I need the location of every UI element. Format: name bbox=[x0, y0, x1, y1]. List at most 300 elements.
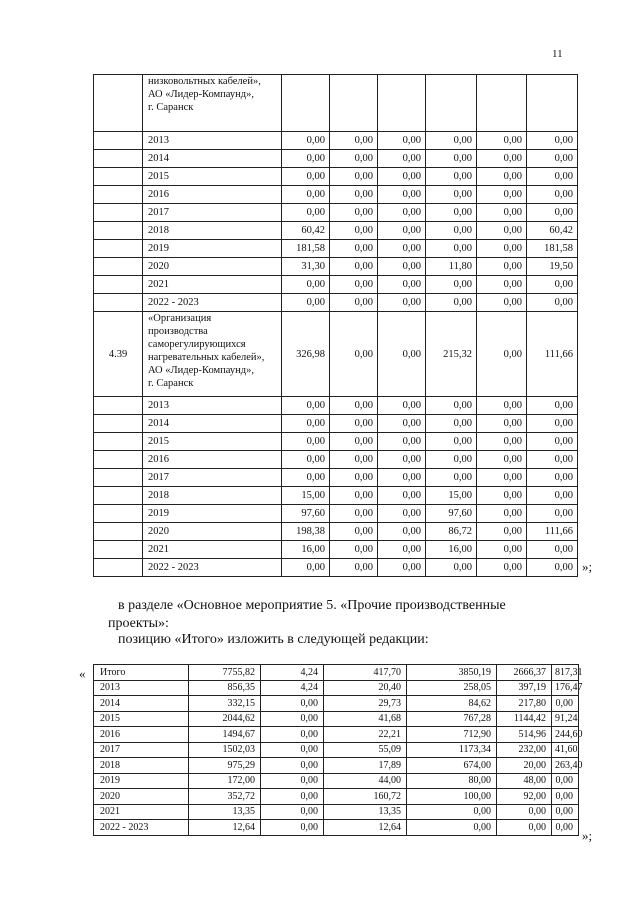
value-cell: 31,30 bbox=[282, 258, 330, 276]
value-cell: 12,64 bbox=[189, 820, 261, 836]
value-cell: 198,38 bbox=[282, 523, 330, 541]
row-index bbox=[94, 204, 143, 222]
table-row bbox=[94, 132, 578, 150]
table-row bbox=[94, 312, 578, 397]
value-cell: 0,00 bbox=[552, 820, 579, 836]
table-row bbox=[94, 773, 579, 789]
value-cell: 0,00 bbox=[378, 150, 426, 168]
row-index bbox=[94, 168, 143, 186]
value-cell: 0,00 bbox=[378, 559, 426, 577]
value-cell: 0,00 bbox=[527, 541, 578, 559]
value-cell: 0,00 bbox=[477, 469, 527, 487]
value-cell: 0,00 bbox=[330, 559, 378, 577]
value-cell: 48,00 bbox=[497, 773, 552, 789]
value-cell: 181,58 bbox=[282, 240, 330, 258]
value-cell: 0,00 bbox=[378, 469, 426, 487]
table-row bbox=[94, 276, 578, 294]
value-cell bbox=[282, 75, 330, 132]
value-cell: 0,00 bbox=[477, 150, 527, 168]
year-cell: 2013 bbox=[143, 397, 282, 415]
value-cell: 0,00 bbox=[477, 168, 527, 186]
value-cell: 0,00 bbox=[527, 168, 578, 186]
page-number: 11 bbox=[552, 48, 563, 60]
value-cell: 0,00 bbox=[497, 804, 552, 820]
value-cell: 0,00 bbox=[282, 451, 330, 469]
value-cell: 0,00 bbox=[426, 276, 477, 294]
value-cell: 20,40 bbox=[324, 680, 407, 696]
section-paragraph bbox=[108, 597, 580, 633]
value-cell bbox=[426, 75, 477, 132]
value-cell: 0,00 bbox=[477, 132, 527, 150]
row-index bbox=[94, 132, 143, 150]
value-cell: 0,00 bbox=[261, 727, 324, 743]
value-cell: 0,00 bbox=[330, 132, 378, 150]
value-cell: 397,19 bbox=[497, 680, 552, 696]
value-cell: 0,00 bbox=[477, 222, 527, 240]
table-row bbox=[94, 711, 579, 727]
value-cell: 352,72 bbox=[189, 789, 261, 805]
value-cell: 263,40 bbox=[552, 758, 579, 774]
year-cell: 2015 bbox=[143, 168, 282, 186]
value-cell: 86,72 bbox=[426, 523, 477, 541]
value-cell: 12,64 bbox=[324, 820, 407, 836]
row-index bbox=[94, 469, 143, 487]
table-row bbox=[94, 804, 579, 820]
value-cell: 0,00 bbox=[527, 186, 578, 204]
value-cell: 111,66 bbox=[527, 523, 578, 541]
table1-closing-mark: »; bbox=[582, 559, 593, 574]
value-cell: 0,00 bbox=[330, 469, 378, 487]
value-cell: 11,80 bbox=[426, 258, 477, 276]
value-cell: 0,00 bbox=[552, 804, 579, 820]
value-cell: 0,00 bbox=[378, 433, 426, 451]
value-cell: 176,47 bbox=[552, 680, 579, 696]
value-cell: 0,00 bbox=[527, 433, 578, 451]
table-row bbox=[94, 186, 578, 204]
value-cell: 0,00 bbox=[407, 820, 497, 836]
table-row bbox=[94, 559, 578, 577]
year-cell: 2020 bbox=[143, 523, 282, 541]
value-cell: 0,00 bbox=[527, 150, 578, 168]
value-cell: 60,42 bbox=[527, 222, 578, 240]
value-cell: 29,73 bbox=[324, 696, 407, 712]
value-cell: 0,00 bbox=[426, 222, 477, 240]
table-row bbox=[94, 789, 579, 805]
value-cell: 0,00 bbox=[477, 186, 527, 204]
value-cell: 0,00 bbox=[527, 487, 578, 505]
value-cell: 0,00 bbox=[527, 397, 578, 415]
project-name-line: г. Саранск bbox=[148, 102, 194, 113]
table-row bbox=[94, 150, 578, 168]
year-cell: 2020 bbox=[94, 789, 189, 805]
row-index bbox=[94, 150, 143, 168]
value-cell: 0,00 bbox=[330, 240, 378, 258]
table-row bbox=[94, 469, 578, 487]
value-cell: 22,21 bbox=[324, 727, 407, 743]
value-cell: 0,00 bbox=[282, 168, 330, 186]
value-cell: 217,80 bbox=[497, 696, 552, 712]
value-cell: 0,00 bbox=[426, 469, 477, 487]
value-cell: 16,00 bbox=[282, 541, 330, 559]
value-cell: 111,66 bbox=[527, 312, 578, 397]
value-cell: 97,60 bbox=[426, 505, 477, 523]
value-cell: 0,00 bbox=[261, 789, 324, 805]
value-cell: 0,00 bbox=[282, 132, 330, 150]
value-cell: 0,00 bbox=[426, 150, 477, 168]
value-cell: 0,00 bbox=[378, 505, 426, 523]
value-cell: 91,24 bbox=[552, 711, 579, 727]
value-cell: 7755,82 bbox=[189, 665, 261, 681]
value-cell: 0,00 bbox=[407, 804, 497, 820]
table-row bbox=[94, 727, 579, 743]
value-cell: 92,00 bbox=[497, 789, 552, 805]
value-cell: 817,31 bbox=[552, 665, 579, 681]
row-index bbox=[94, 505, 143, 523]
value-cell: 0,00 bbox=[527, 559, 578, 577]
row-index bbox=[94, 186, 143, 204]
table-row bbox=[94, 240, 578, 258]
year-cell: 2021 bbox=[143, 541, 282, 559]
value-cell: 41,60 bbox=[552, 742, 579, 758]
table-row bbox=[94, 75, 578, 132]
value-cell: 0,00 bbox=[477, 294, 527, 312]
value-cell: 0,00 bbox=[477, 397, 527, 415]
value-cell: 0,00 bbox=[282, 294, 330, 312]
value-cell: 0,00 bbox=[527, 469, 578, 487]
value-cell: 514,96 bbox=[497, 727, 552, 743]
year-cell: 2022 - 2023 bbox=[143, 559, 282, 577]
table2-opening-mark: « bbox=[79, 666, 86, 681]
year-cell: 2022 - 2023 bbox=[143, 294, 282, 312]
value-cell: 0,00 bbox=[330, 168, 378, 186]
row-index bbox=[94, 523, 143, 541]
table-row bbox=[94, 433, 578, 451]
year-cell: 2019 bbox=[143, 505, 282, 523]
value-cell: 0,00 bbox=[378, 276, 426, 294]
value-cell: 0,00 bbox=[330, 294, 378, 312]
project-name-line: низковольтных кабелей», bbox=[148, 76, 261, 87]
table-row bbox=[94, 541, 578, 559]
value-cell: 0,00 bbox=[282, 433, 330, 451]
value-cell: 19,50 bbox=[527, 258, 578, 276]
project-name bbox=[143, 75, 282, 132]
value-cell: 0,00 bbox=[261, 820, 324, 836]
row-index bbox=[94, 415, 143, 433]
value-cell: 0,00 bbox=[282, 469, 330, 487]
value-cell: 0,00 bbox=[378, 397, 426, 415]
table-row bbox=[94, 258, 578, 276]
table-row bbox=[94, 758, 579, 774]
value-cell: 0,00 bbox=[477, 258, 527, 276]
value-cell: 0,00 bbox=[477, 559, 527, 577]
row-index bbox=[94, 240, 143, 258]
totals-table bbox=[93, 664, 583, 836]
value-cell: 0,00 bbox=[426, 559, 477, 577]
value-cell: 2044,62 bbox=[189, 711, 261, 727]
value-cell: 0,00 bbox=[330, 451, 378, 469]
value-cell: 0,00 bbox=[282, 397, 330, 415]
project-name-line: «Организация bbox=[148, 313, 212, 324]
value-cell: 0,00 bbox=[330, 433, 378, 451]
table-row bbox=[94, 665, 579, 681]
value-cell: 856,35 bbox=[189, 680, 261, 696]
value-cell: 0,00 bbox=[426, 168, 477, 186]
value-cell: 55,09 bbox=[324, 742, 407, 758]
value-cell: 2666,37 bbox=[497, 665, 552, 681]
value-cell: 0,00 bbox=[261, 742, 324, 758]
value-cell: 15,00 bbox=[282, 487, 330, 505]
section-paragraph-line2: проекты»: bbox=[108, 616, 169, 631]
year-cell: 2014 bbox=[143, 150, 282, 168]
value-cell: 0,00 bbox=[330, 186, 378, 204]
value-cell: 0,00 bbox=[282, 150, 330, 168]
row-index bbox=[94, 75, 143, 132]
value-cell: 0,00 bbox=[527, 415, 578, 433]
row-index bbox=[94, 294, 143, 312]
table-row bbox=[94, 222, 578, 240]
value-cell: 0,00 bbox=[477, 204, 527, 222]
value-cell: 0,00 bbox=[527, 204, 578, 222]
value-cell: 84,62 bbox=[407, 696, 497, 712]
value-cell: 0,00 bbox=[378, 487, 426, 505]
year-cell: 2018 bbox=[143, 222, 282, 240]
value-cell: 0,00 bbox=[527, 276, 578, 294]
value-cell: 20,00 bbox=[497, 758, 552, 774]
value-cell: 181,58 bbox=[527, 240, 578, 258]
year-cell: 2019 bbox=[143, 240, 282, 258]
value-cell: 1494,67 bbox=[189, 727, 261, 743]
value-cell: 0,00 bbox=[261, 711, 324, 727]
value-cell: 0,00 bbox=[477, 415, 527, 433]
value-cell: 244,60 bbox=[552, 727, 579, 743]
value-cell: 0,00 bbox=[261, 773, 324, 789]
value-cell bbox=[378, 75, 426, 132]
value-cell: 674,00 bbox=[407, 758, 497, 774]
year-cell: 2021 bbox=[143, 276, 282, 294]
year-cell: 2013 bbox=[94, 680, 189, 696]
row-index bbox=[94, 397, 143, 415]
table-row bbox=[94, 680, 579, 696]
value-cell: 0,00 bbox=[527, 451, 578, 469]
table2-closing-mark: »; bbox=[582, 828, 593, 843]
section-paragraph-line1: в разделе «Основное мероприятие 5. «Прочие производственные bbox=[118, 598, 506, 613]
value-cell: 0,00 bbox=[378, 312, 426, 397]
value-cell: 3850,19 bbox=[407, 665, 497, 681]
value-cell: 417,70 bbox=[324, 665, 407, 681]
value-cell: 0,00 bbox=[282, 559, 330, 577]
value-cell: 0,00 bbox=[477, 541, 527, 559]
row-index bbox=[94, 451, 143, 469]
value-cell: 0,00 bbox=[527, 294, 578, 312]
row-index bbox=[94, 487, 143, 505]
value-cell: 100,00 bbox=[407, 789, 497, 805]
project-name bbox=[143, 312, 282, 397]
table-row bbox=[94, 204, 578, 222]
project-name-line: производства bbox=[148, 326, 208, 337]
table-row bbox=[94, 487, 578, 505]
year-cell: 2016 bbox=[94, 727, 189, 743]
year-cell: 2016 bbox=[143, 186, 282, 204]
value-cell: 0,00 bbox=[330, 204, 378, 222]
year-cell: 2014 bbox=[143, 415, 282, 433]
value-cell: 0,00 bbox=[330, 312, 378, 397]
value-cell: 0,00 bbox=[426, 451, 477, 469]
value-cell: 0,00 bbox=[527, 505, 578, 523]
value-cell: 1502,03 bbox=[189, 742, 261, 758]
value-cell: 0,00 bbox=[330, 415, 378, 433]
value-cell: 326,98 bbox=[282, 312, 330, 397]
value-cell: 0,00 bbox=[477, 240, 527, 258]
value-cell: 0,00 bbox=[378, 222, 426, 240]
value-cell: 60,42 bbox=[282, 222, 330, 240]
value-cell: 0,00 bbox=[378, 204, 426, 222]
value-cell: 975,29 bbox=[189, 758, 261, 774]
value-cell: 0,00 bbox=[426, 294, 477, 312]
row-index bbox=[94, 276, 143, 294]
value-cell: 0,00 bbox=[378, 294, 426, 312]
value-cell: 13,35 bbox=[324, 804, 407, 820]
value-cell bbox=[330, 75, 378, 132]
value-cell: 0,00 bbox=[552, 773, 579, 789]
year-cell: 2021 bbox=[94, 804, 189, 820]
value-cell: 0,00 bbox=[426, 204, 477, 222]
value-cell: 0,00 bbox=[527, 132, 578, 150]
value-cell: 0,00 bbox=[282, 415, 330, 433]
value-cell: 0,00 bbox=[477, 487, 527, 505]
value-cell: 97,60 bbox=[282, 505, 330, 523]
value-cell: 0,00 bbox=[378, 415, 426, 433]
value-cell bbox=[477, 75, 527, 132]
table-row bbox=[94, 523, 578, 541]
year-cell: 2022 - 2023 bbox=[94, 820, 189, 836]
program-table bbox=[93, 74, 578, 577]
table-row bbox=[94, 696, 579, 712]
value-cell: 172,00 bbox=[189, 773, 261, 789]
table-row bbox=[94, 168, 578, 186]
year-cell: 2020 bbox=[143, 258, 282, 276]
value-cell: 0,00 bbox=[330, 258, 378, 276]
value-cell: 0,00 bbox=[426, 240, 477, 258]
table-row bbox=[94, 742, 579, 758]
value-cell: 0,00 bbox=[552, 696, 579, 712]
value-cell: 0,00 bbox=[426, 415, 477, 433]
value-cell: 1144,42 bbox=[497, 711, 552, 727]
value-cell: 0,00 bbox=[477, 276, 527, 294]
value-cell: 0,00 bbox=[261, 804, 324, 820]
row-index: 4.39 bbox=[94, 312, 143, 397]
value-cell: 44,00 bbox=[324, 773, 407, 789]
instruction-paragraph: позицию «Итого» изложить в следующей редакции: bbox=[118, 632, 429, 647]
value-cell: 0,00 bbox=[330, 276, 378, 294]
value-cell: 0,00 bbox=[477, 451, 527, 469]
project-name-line: АО «Лидер-Компаунд», bbox=[148, 89, 255, 100]
year-cell: 2014 bbox=[94, 696, 189, 712]
year-cell: 2018 bbox=[143, 487, 282, 505]
value-cell: 0,00 bbox=[477, 433, 527, 451]
value-cell bbox=[527, 75, 578, 132]
value-cell: 767,28 bbox=[407, 711, 497, 727]
value-cell: 0,00 bbox=[282, 186, 330, 204]
value-cell: 332,15 bbox=[189, 696, 261, 712]
table-row bbox=[94, 415, 578, 433]
value-cell: 41,68 bbox=[324, 711, 407, 727]
table-row bbox=[94, 451, 578, 469]
row-index bbox=[94, 258, 143, 276]
year-cell: 2017 bbox=[143, 204, 282, 222]
year-cell: 2015 bbox=[143, 433, 282, 451]
value-cell: 0,00 bbox=[552, 789, 579, 805]
year-cell: 2015 bbox=[94, 711, 189, 727]
value-cell: 0,00 bbox=[378, 168, 426, 186]
table-row bbox=[94, 820, 579, 836]
value-cell: 0,00 bbox=[426, 397, 477, 415]
value-cell: 0,00 bbox=[426, 132, 477, 150]
year-cell: 2013 bbox=[143, 132, 282, 150]
value-cell: 215,32 bbox=[426, 312, 477, 397]
row-index bbox=[94, 541, 143, 559]
value-cell: 17,89 bbox=[324, 758, 407, 774]
value-cell: 232,00 bbox=[497, 742, 552, 758]
value-cell: 0,00 bbox=[378, 240, 426, 258]
value-cell: 0,00 bbox=[282, 276, 330, 294]
year-cell: 2017 bbox=[94, 742, 189, 758]
project-name-line: г. Саранск bbox=[148, 378, 194, 389]
value-cell: 0,00 bbox=[330, 150, 378, 168]
table-row bbox=[94, 505, 578, 523]
year-cell: 2017 bbox=[143, 469, 282, 487]
value-cell: 0,00 bbox=[378, 523, 426, 541]
value-cell: 0,00 bbox=[378, 451, 426, 469]
total-label: Итого bbox=[94, 665, 189, 681]
row-index bbox=[94, 559, 143, 577]
value-cell: 0,00 bbox=[282, 204, 330, 222]
value-cell: 0,00 bbox=[477, 523, 527, 541]
value-cell: 0,00 bbox=[330, 523, 378, 541]
project-name-line: нагревательных кабелей», bbox=[148, 352, 265, 363]
project-name-line: АО «Лидер-Компаунд», bbox=[148, 365, 255, 376]
row-index bbox=[94, 433, 143, 451]
value-cell: 258,05 bbox=[407, 680, 497, 696]
project-name-line: саморегулирующихся bbox=[148, 339, 246, 350]
value-cell: 0,00 bbox=[261, 696, 324, 712]
value-cell: 4,24 bbox=[261, 680, 324, 696]
value-cell: 15,00 bbox=[426, 487, 477, 505]
value-cell: 0,00 bbox=[330, 487, 378, 505]
table-row bbox=[94, 294, 578, 312]
value-cell: 0,00 bbox=[378, 258, 426, 276]
value-cell: 0,00 bbox=[261, 758, 324, 774]
value-cell: 0,00 bbox=[330, 222, 378, 240]
value-cell: 0,00 bbox=[378, 132, 426, 150]
value-cell: 0,00 bbox=[426, 186, 477, 204]
value-cell: 80,00 bbox=[407, 773, 497, 789]
value-cell: 0,00 bbox=[477, 505, 527, 523]
value-cell: 0,00 bbox=[330, 505, 378, 523]
year-cell: 2018 bbox=[94, 758, 189, 774]
value-cell: 0,00 bbox=[330, 541, 378, 559]
value-cell: 712,90 bbox=[407, 727, 497, 743]
value-cell: 0,00 bbox=[378, 186, 426, 204]
value-cell: 0,00 bbox=[497, 820, 552, 836]
value-cell: 16,00 bbox=[426, 541, 477, 559]
value-cell: 0,00 bbox=[378, 541, 426, 559]
year-cell: 2019 bbox=[94, 773, 189, 789]
value-cell: 1173,34 bbox=[407, 742, 497, 758]
value-cell: 4,24 bbox=[261, 665, 324, 681]
value-cell: 0,00 bbox=[330, 397, 378, 415]
value-cell: 0,00 bbox=[477, 312, 527, 397]
year-cell: 2016 bbox=[143, 451, 282, 469]
